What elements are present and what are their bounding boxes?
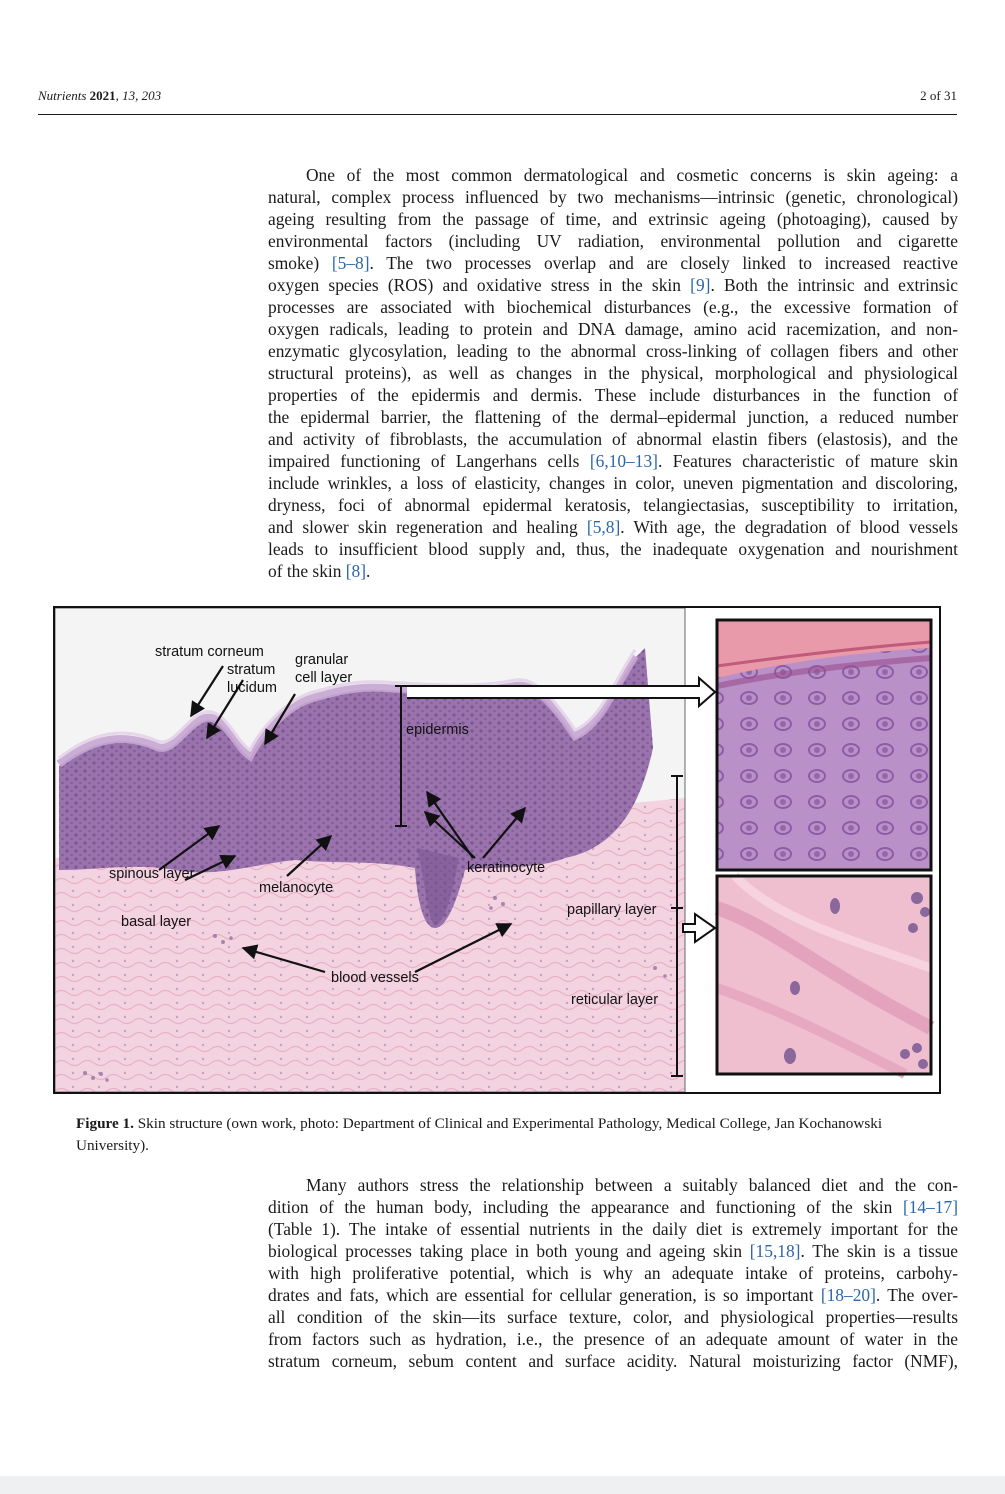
text-run: oxygen radicals, leading to protein and DNA damage, amino acid racemization, and non-: [268, 319, 958, 339]
body-paragraph-2: [268, 1174, 958, 1372]
citation-link[interactable]: [14–17]: [902, 1197, 958, 1217]
text-line: [268, 1284, 958, 1306]
text-line: [268, 164, 958, 186]
text-run: .: [366, 561, 371, 581]
text-run: from factors such as hydration, i.e., the presence of an adequate amount of water in the: [268, 1329, 958, 1349]
main-micrograph: [55, 608, 685, 1092]
text-line: [268, 428, 958, 450]
text-run: of the skin: [268, 561, 346, 581]
header-rule: [38, 114, 957, 115]
text-run: smoke): [268, 253, 332, 273]
text-run: properties of the epidermis and dermis. These include disturbances in the function of: [268, 385, 958, 405]
text-line: [268, 538, 958, 560]
text-line: [268, 1328, 958, 1350]
text-line: [268, 208, 958, 230]
figure-caption-text: Skin structure (own work, photo: Department of Clinical and Experimental Pathology, Medical College, Jan Kochanowski University).: [76, 1115, 883, 1154]
text-run: include wrinkles, a loss of elasticity, changes in color, uneven pigmentation and discoloring,: [268, 473, 958, 493]
label-epidermis: epidermis: [406, 722, 469, 738]
text-run: environmental factors (including UV radiation, environmental pollution and cigarette: [268, 231, 958, 251]
text-line: [268, 274, 958, 296]
citation-link[interactable]: [5,8]: [586, 517, 621, 537]
text-line: [268, 472, 958, 494]
text-line: [268, 318, 958, 340]
text-run: biological processes taking place in both young and ageing skin: [268, 1241, 750, 1261]
page-number: 2 of 31: [920, 88, 957, 103]
citation-link[interactable]: [9]: [690, 275, 711, 295]
label-spinous-layer: spinous layer: [109, 866, 195, 882]
label-blood-vessels: blood vessels: [331, 970, 419, 986]
citation-link[interactable]: [6,10–13]: [589, 451, 658, 471]
text-line: [268, 1350, 958, 1372]
text-run: . The skin is a tissue: [800, 1241, 958, 1261]
body-paragraph-1: [268, 164, 958, 582]
text-run: drates and fats, which are essential for cellular generation, is so important: [268, 1285, 821, 1305]
text-run: the epidermal barrier, the flattening of the dermal–epidermal junction, a reduced number: [268, 407, 958, 427]
text-run: and slower skin regeneration and healing: [268, 517, 587, 537]
label-melanocyte: melanocyte: [259, 880, 334, 896]
dermis-closeup: [717, 876, 931, 1074]
label-granular-2: cell layer: [295, 670, 353, 686]
label-basal-layer: basal layer: [121, 914, 192, 930]
text-line: [268, 494, 958, 516]
text-run: Many authors stress the relationship between a suitably balanced diet and the con-: [306, 1175, 958, 1195]
text-run: and activity of fibroblasts, the accumulation of abnormal elastin fibers (elastosis), and the: [268, 429, 958, 449]
text-run: . The over-: [875, 1285, 958, 1305]
figure-caption-label: Figure 1.: [76, 1115, 134, 1132]
text-run: stratum corneum, sebum content and surface acidity. Natural moisturizing factor (NMF),: [268, 1351, 958, 1371]
text-run: dition of the human body, including the appearance and functioning of the skin: [268, 1197, 903, 1217]
text-run: (Table 1). The intake of essential nutrients in the daily diet is extremely important for the: [268, 1219, 958, 1239]
histology-figure: [55, 608, 939, 1092]
text-run: . Features characteristic of mature skin: [657, 451, 958, 471]
label-papillary-layer: papillary layer: [567, 902, 657, 918]
text-line: [268, 1240, 958, 1262]
label-reticular-layer: reticular layer: [571, 992, 659, 1008]
journal-citation: Nutrients 2021, 13, 203: [38, 88, 162, 103]
text-line: [268, 362, 958, 384]
citation-link[interactable]: [15,18]: [749, 1241, 801, 1261]
text-line: [268, 384, 958, 406]
text-line: [268, 1306, 958, 1328]
text-run: all condition of the skin—its surface texture, color, and physiological properties—results: [268, 1307, 958, 1327]
arrow-to-dermis-closeup: [683, 914, 715, 942]
text-line: [268, 406, 958, 428]
citation-link[interactable]: [18–20]: [820, 1285, 876, 1305]
text-run: structural proteins), as well as changes in the physical, morphological and physiological: [268, 363, 958, 383]
text-run: with high proliferative potential, which is why an adequate intake of proteins, carbohy-: [268, 1263, 958, 1283]
text-run: leads to insufficient blood supply and, thus, the inadequate oxygenation and nourishment: [268, 539, 958, 559]
text-run: dryness, foci of abnormal epidermal keratosis, telangiectasias, susceptibility to irritation,: [268, 495, 958, 515]
text-run: oxygen species (ROS) and oxidative stress in the skin: [268, 275, 691, 295]
text-line: [268, 230, 958, 252]
citation-link[interactable]: [5–8]: [331, 253, 370, 273]
text-line: [268, 296, 958, 318]
text-run: . The two processes overlap and are closely linked to increased reactive: [369, 253, 958, 273]
epidermis-closeup: [717, 620, 931, 870]
text-line: [268, 340, 958, 362]
text-line: [268, 1196, 958, 1218]
label-granular-1: granular: [295, 652, 349, 668]
text-line: [268, 450, 958, 472]
label-stratum-lucidum-1: stratum: [227, 662, 276, 678]
text-run: One of the most common dermatological and cosmetic concerns is skin ageing: a: [306, 165, 958, 185]
running-header: [38, 88, 957, 110]
text-line: [268, 186, 958, 208]
label-stratum-lucidum-2: lucidum: [227, 680, 277, 696]
text-run: . Both the intrinsic and extrinsic: [710, 275, 959, 295]
text-line: [268, 1218, 958, 1240]
citation-link[interactable]: [8]: [345, 561, 367, 581]
text-run: enzymatic glycosylation, leading to the abnormal cross-linking of collagen fibers and other: [268, 341, 958, 361]
text-line: [268, 560, 958, 582]
figure-caption: [76, 1113, 936, 1157]
text-line: [268, 516, 958, 538]
label-stratum-corneum: stratum corneum: [155, 644, 264, 660]
text-run: ageing resulting from the passage of time, and extrinsic ageing (photoaging), caused by: [268, 209, 958, 229]
text-run: natural, complex process influenced by two mechanisms—intrinsic (genetic, chronological): [268, 187, 958, 207]
text-run: processes are associated with biochemical disturbances (e.g., the excessive formation of: [268, 297, 958, 317]
text-run: impaired functioning of Langerhans cells: [268, 451, 590, 471]
figure-1: [53, 606, 941, 1094]
viewer-bottom-bar: [0, 1476, 1005, 1494]
text-line: [268, 1174, 958, 1196]
text-run: . With age, the degradation of blood vessels: [620, 517, 958, 537]
text-line: [268, 252, 958, 274]
text-line: [268, 1262, 958, 1284]
label-keratinocyte: keratinocyte: [467, 860, 546, 876]
